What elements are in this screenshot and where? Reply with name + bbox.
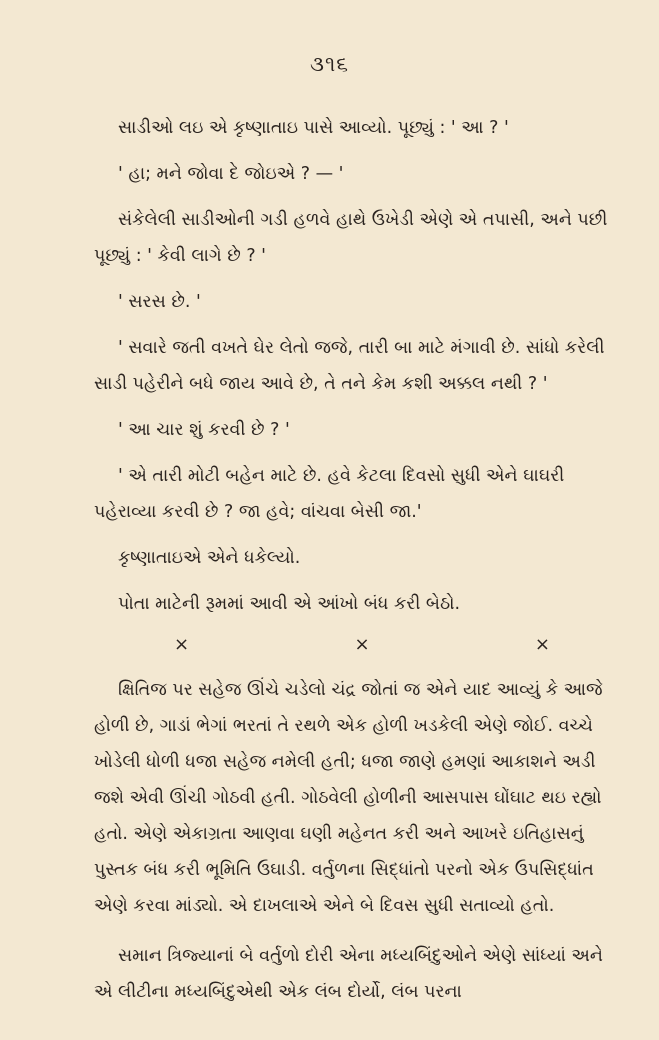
separator-mark: × (174, 634, 190, 655)
paragraph: ક્ષિતિજ પર સહેજ ઊંચે ચડેલો ચંદ્ર જોતાં જ એને યાદ આવ્યું કે આજે હોળી છે, ગાડાં ભેગાં ભરતાં તે રથળે એક હોળી ખડકેલી એણે જોઈ. વચ્ચે ખોડેલી ધોળી ધજા સહેજ નમેલી હતી; ધજા જાણે હમણાં આકાશને અડી જશે એવી ઊંચી ગોઠવી હતી. ગોઠવેલી હોળીની આસપાસ ઘોંઘાટ થઇ રહ્યો હતો. એણે એકાગ્રતા આણવા ઘણી મહેનત કરી અને આખરે ઇતિહાસનું પુસ્તક બંધ કરી ભૂમિતિ ઉઘાડી. વર્તુળના સિદ્ધાંતો પરનો એક ઉપસિદ્ધાંત એણે કરવા માંડ્યો. એ દાખલાએ એને બે દિવસ સુધી સતાવ્યો હતો. (94, 680, 603, 916)
paragraph: ' સરસ છે. ' (118, 292, 201, 312)
page-text (94, 110, 610, 1010)
paragraph: ' સવારે જતી વખતે ઘેર લેતો જજે, તારી બા માટે મંગાવી છે. સાંધો કરેલી સાડી પહેરીને બધે જાય આવે છે, તે તને કેમ કશી અક્કલ નથી ? ' (94, 338, 605, 394)
page-number: ૩૧૬ (309, 52, 350, 76)
paragraph: સાડીઓ લઇ એ કૃષ્ણાતાઇ પાસે આવ્યો. પૂછ્યું : ' આ ? ' (118, 118, 509, 138)
paragraph: ' હા; મને જોવા દે જોઇએ ? — ' (118, 164, 344, 184)
paragraph: પોતા માટેની રૂમમાં આવી એ આંખો બંધ કરી બેઠો. (118, 594, 461, 614)
section-separator (94, 630, 610, 660)
separator-mark: × (534, 634, 550, 655)
paragraph: ' એ તારી મોટી બહેન માટે છે. હવે કેટલા દિવસો સુધી એને ઘાઘરી પહેરાવ્યા કરવી છે ? જા હવે; વાંચવા બેસી જા.' (94, 466, 565, 522)
paragraph: કૃષ્ણાતાઇએ એને ધકેલ્યો. (118, 548, 301, 568)
separator-mark: × (354, 634, 370, 655)
paragraph: સમાન ત્રિજ્યાનાં બે વર્તુળો દોરી એના મધ્યબિંદુઓને એણે સાંધ્યાં અને એ લીટીના મધ્યબિંદુએથી એક લંબ દોર્યો, લંબ પરના (94, 946, 603, 1002)
paragraph: સંકેલેલી સાડીઓની ગડી હળવે હાથે ઉખેડી એણે એ તપાસી, અને પછી પૂછ્યું : ' કેવી લાગે છે ? ' (94, 210, 608, 266)
paragraph: ' આ ચાર શું કરવી છે ? ' (118, 420, 290, 440)
